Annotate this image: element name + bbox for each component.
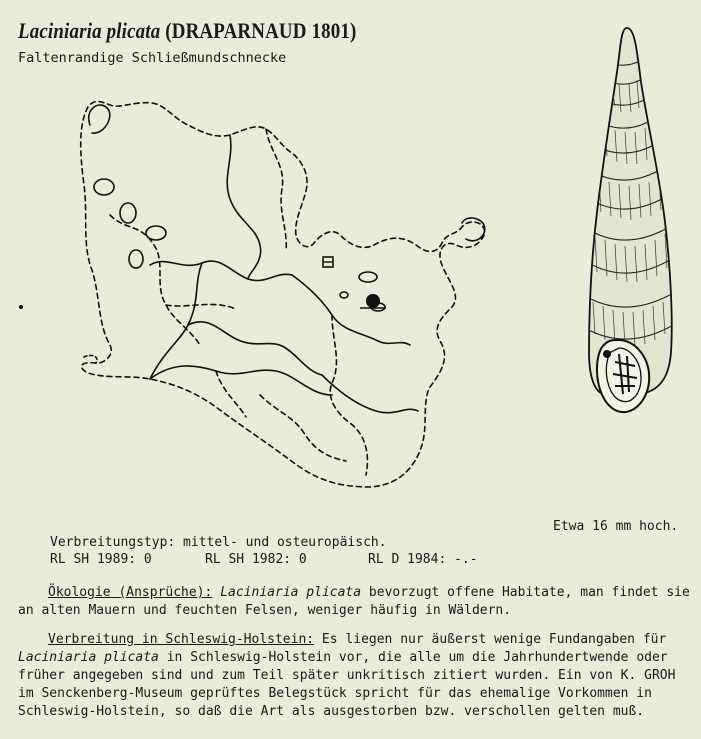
map-lake-4 (129, 250, 143, 268)
size-caption: Etwa 16 mm hoch. (553, 519, 679, 534)
range-line1: Es liegen nur äußerst wenige Fundangaben für (314, 632, 667, 647)
map-border-5 (150, 366, 332, 395)
snail-shell-illustration (575, 22, 685, 420)
range-species: Laciniaria plicata (18, 650, 159, 665)
map-lake-5 (359, 272, 377, 282)
redlist-d-1984: RL D 1984: -.- (368, 552, 478, 567)
redlist-sh-1982: RL SH 1982: 0 (205, 552, 307, 567)
map-lake-7 (340, 292, 348, 298)
species-name: Laciniaria plicata (18, 18, 161, 43)
map-track-1 (110, 215, 200, 345)
ecology-text-2: an alten Mauern und feuchten Felsen, weniger häufig in Wäldern. (18, 603, 512, 618)
ecology-species: Laciniaria plicata (220, 585, 362, 600)
range-line3: früher angegeben sind und zum Teil später unkritisch zitiert wurden. Ein von K. GROH (18, 668, 676, 683)
range-paragraph (18, 631, 688, 721)
ecology-heading: Ökologie (Ansprüche): (48, 585, 213, 600)
map-border-4 (188, 322, 322, 375)
record-marker-dot (366, 294, 380, 308)
map-border-1 (150, 261, 292, 281)
map-lake-3 (146, 226, 166, 240)
distribution-map (70, 95, 495, 495)
map-lake-1 (94, 179, 114, 195)
redlist-sh-1989: RL SH 1989: 0 (50, 552, 152, 567)
ecology-text-1: bevorzugt offene Habitate, man findet sie (361, 585, 690, 600)
range-line4: im Senckenberg-Museum geprüftes Belegstück spricht für das ehemalige Vorkommen in (18, 686, 652, 701)
ecology-paragraph (18, 584, 688, 620)
map-border-7 (150, 263, 202, 379)
map-island-sw (84, 355, 97, 363)
species-title (18, 18, 357, 44)
range-heading: Verbreitung in Schleswig-Holstein: (48, 632, 315, 647)
range-line2: in Schleswig-Holstein vor, die alle um die Jahrhundertwende oder (158, 650, 668, 665)
map-lake-2 (120, 203, 136, 223)
distribution-type: Verbreitungstyp: mittel- und osteuropäisch. (50, 535, 387, 550)
map-island-east (462, 218, 485, 241)
map-border-2 (227, 135, 260, 279)
map-border-3 (292, 275, 410, 345)
map-coastline (81, 102, 485, 488)
margin-dot (19, 305, 23, 309)
map-track-6 (166, 304, 236, 309)
range-line5: Schleswig-Holstein, so daß die Art als ausgestorben bzw. verschollen gelten muß. (18, 704, 645, 719)
map-border-6 (322, 375, 418, 413)
map-track-2 (266, 129, 286, 251)
map-island-loop (89, 105, 110, 133)
species-author: (DRAPARNAUD 1801) (165, 18, 357, 43)
map-track-3 (330, 315, 367, 475)
common-name: Faltenrandige Schließmundschnecke (18, 50, 287, 66)
